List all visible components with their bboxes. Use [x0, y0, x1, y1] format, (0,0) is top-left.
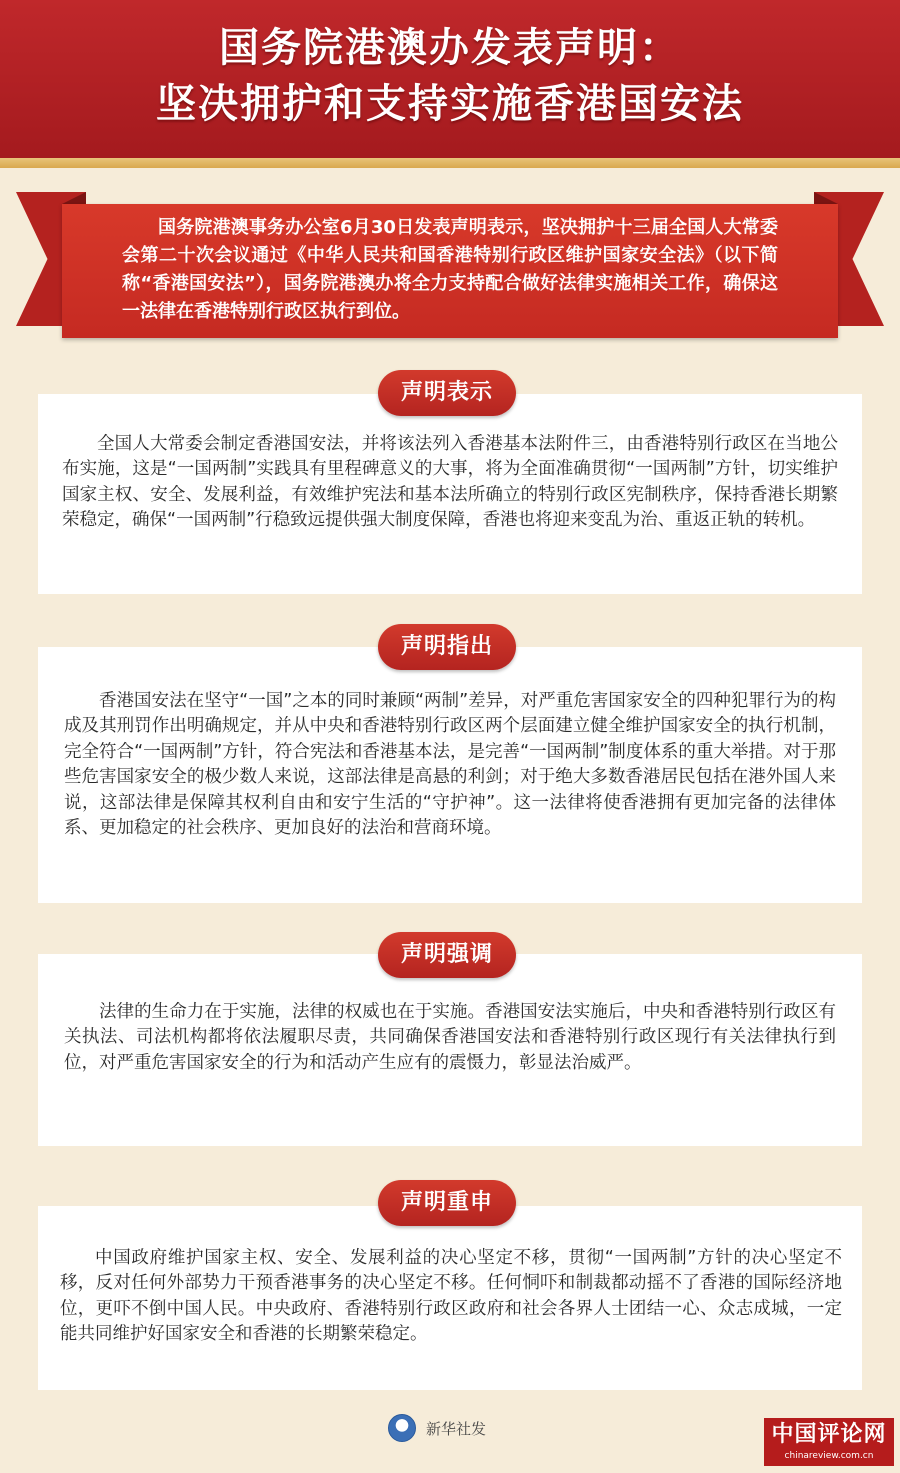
source-text: 新华社发: [426, 1419, 487, 1438]
header-banner: [0, 0, 900, 158]
section-text-1: 全国人大常委会制定香港国安法，并将该法列入香港基本法附件三，由香港特别行政区在当地公布实施，这是“一国两制”实践具有里程碑意义的大事，将为全面准确贯彻“一国两制”方针，切实维护国家主权、安全、发展利益，有效维护宪法和基本法所确立的特别行政区宪制秩序，保持香港长期繁荣稳定，确保“一国两制”行稳致远提供强大制度保障，香港也将迎来变乱为治、重返正轨的转机。: [62, 434, 838, 531]
section-badge-2: 声明指出: [378, 624, 516, 670]
section-panel-3: [38, 954, 862, 1146]
title-line-2: 坚决拥护和支持实施香港国安法: [156, 81, 744, 127]
section-badge-3: 声明强调: [378, 932, 516, 978]
section-badge-4: 声明重申: [378, 1180, 516, 1226]
gold-band: [0, 158, 900, 168]
section-panel-1: [38, 394, 862, 594]
section-text-3: 法律的生命力在于实施，法律的权威也在于实施。香港国安法实施后，中央和香港特别行政区有关执法、司法机构都将依法履职尽责，共同确保香港国安法和香港特别行政区现行有关法律执行到位，对严重危害国家安全的行为和活动产生应有的震慑力，彰显法治威严。: [64, 1002, 836, 1073]
xinhua-logo-icon: [388, 1414, 416, 1442]
page-title: [0, 20, 900, 132]
section-badge-1: 声明表示: [378, 370, 516, 416]
section-text-4: 中国政府维护国家主权、安全、发展利益的决心坚定不移，贯彻“一国两制”方针的决心坚定不移，反对任何外部势力干预香港事务的决心坚定不移。任何恫吓和制裁都动摇不了香港的国际经济地位，更吓不倒中国人民。中央政府、香港特别行政区政府和社会各界人士团结一心、众志成城，一定能共同维护好国家安全和香港的长期繁荣稳定。: [60, 1248, 842, 1345]
title-line-1: 国务院港澳办发表声明：: [219, 25, 681, 71]
intro-text: 国务院港澳事务办公室6月30日发表声明表示，坚决拥护十三届全国人大常委会第二十次会议通过《中华人民共和国香港特别行政区维护国家安全法》（以下简称“香港国安法”），国务院港澳办将全力支持配合做好法律实施相关工作，确保这一法律在香港特别行政区执行到位。: [122, 217, 778, 322]
intro-ribbon: [62, 204, 838, 338]
source-credit: [388, 1413, 486, 1443]
watermark-title: 中国评论网: [771, 1422, 887, 1447]
section-panel-2: [38, 647, 862, 903]
section-text-2: 香港国安法在坚守“一国”之本的同时兼顾“两制”差异，对严重危害国家安全的四种犯罪行为的构成及其刑罚作出明确规定，并从中央和香港特别行政区两个层面建立健全维护国家安全的执行机制，完全符合“一国两制”方针，符合宪法和香港基本法，是完善“一国两制”制度体系的重大举措。对于那些危害国家安全的极少数人来说，这部法律是高悬的利剑；对于绝大多数香港居民包括在港外国人来说，这部法律是保障其权利自由和安宁生活的“守护神”。这一法律将使香港拥有更加完备的法律体系、更加稳定的社会秩序、更加良好的法治和营商环境。: [64, 691, 836, 839]
watermark-url: chinareview.com.cn: [784, 1451, 874, 1461]
watermark-logo: [764, 1418, 894, 1466]
section-panel-4: [38, 1206, 862, 1390]
